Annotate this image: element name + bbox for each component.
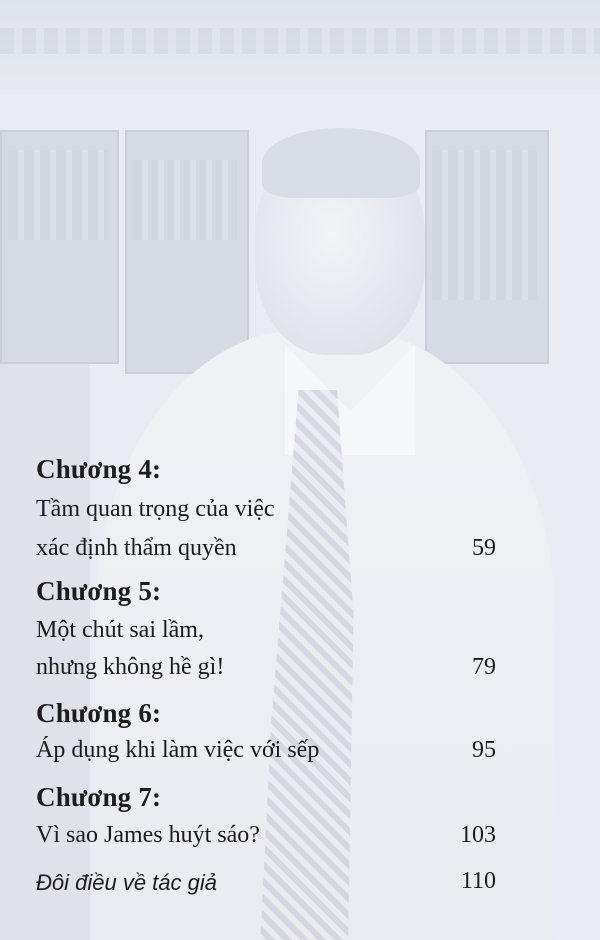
background-books-middle (132, 160, 237, 240)
chapter-5-heading: Chương 5: (36, 576, 162, 606)
chapter-4-heading: Chương 4: (36, 454, 162, 484)
background-hair (262, 128, 420, 198)
chapter-7-heading: Chương 7: (36, 782, 162, 812)
background-faded-heading (0, 28, 600, 54)
chapter-6-title-line-1: Áp dụng khi làm việc với sếp (36, 737, 320, 763)
about-author-page-number: 110 (460, 868, 496, 894)
chapter-4-title-line-1: Tầm quan trọng của việc (36, 496, 275, 522)
chapter-7-title-line-1: Vì sao James huýt sáo? (36, 822, 260, 848)
about-author-title: Đôi điều về tác giả (36, 870, 217, 895)
chapter-6-heading: Chương 6: (36, 698, 162, 728)
background-books-left (8, 150, 108, 240)
chapter-5-page-number: 79 (472, 654, 496, 680)
chapter-5-title-line-2: nhưng không hề gì! (36, 654, 225, 680)
chapter-5-title-line-1: Một chút sai lầm, (36, 617, 204, 643)
chapter-6-page-number: 95 (472, 737, 496, 763)
background-wall (0, 350, 90, 940)
chapter-4-page-number: 59 (472, 535, 496, 561)
chapter-7-page-number: 103 (460, 822, 496, 848)
chapter-4-title-line-2: xác định thẩm quyền (36, 535, 237, 561)
background-books-right (432, 150, 537, 300)
